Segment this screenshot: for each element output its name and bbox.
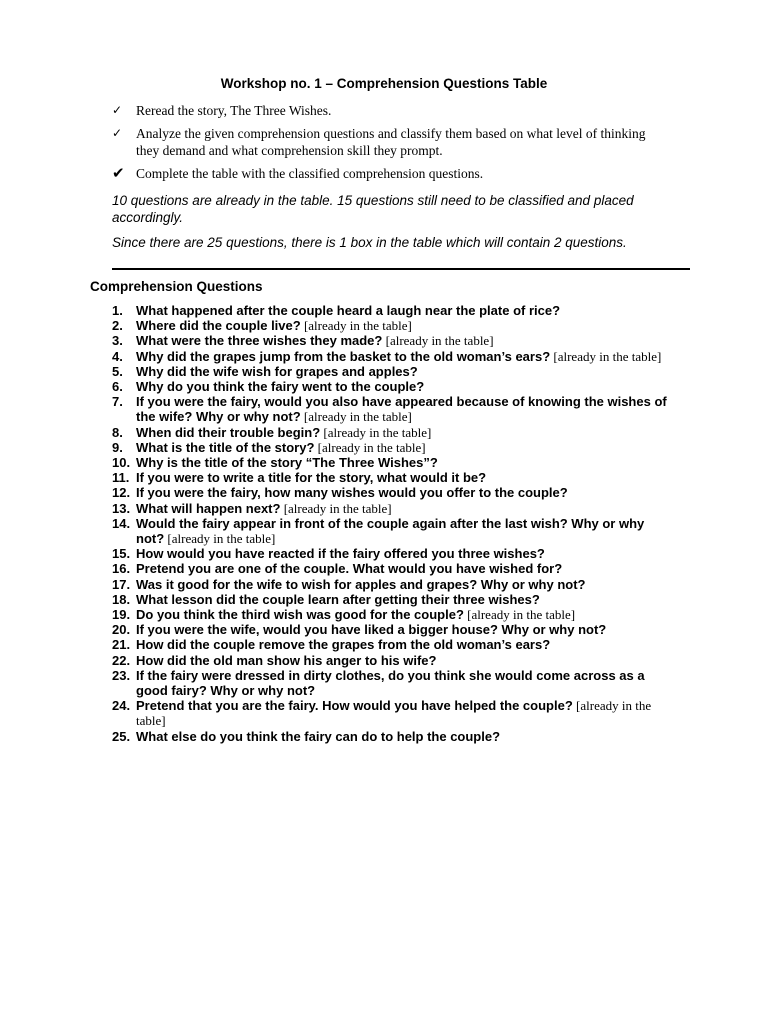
question-number: 21.: [112, 637, 131, 653]
checklist-text: Complete the table with the classified comprehension questions.: [136, 166, 484, 181]
question-body: [136, 485, 672, 500]
list-item: [112, 349, 672, 364]
question-text: How would you have reacted if the fairy offered you three wishes?: [136, 546, 545, 562]
list-item: [112, 607, 672, 622]
question-number: 23.: [112, 667, 131, 683]
question-body: [136, 592, 672, 607]
checklist-text: Reread the story, The Three Wishes.: [136, 103, 332, 118]
checklist-text: Analyze the given comprehension questions and classify them based on what level of thinking they demand and what comprehension skill they prompt.: [136, 126, 646, 158]
list-item: [112, 698, 672, 728]
question-number: 14.: [112, 515, 131, 531]
question-body: [136, 455, 672, 470]
question-number: 17.: [112, 576, 131, 592]
checkmark-icon: ✔: [112, 164, 125, 182]
question-text: Why is the title of the story “The Three Wishes”?: [136, 455, 438, 471]
list-item: [112, 379, 672, 394]
question-text: Pretend you are one of the couple. What would you have wished for?: [136, 561, 563, 577]
checklist-item: [112, 102, 672, 119]
question-body: [136, 653, 672, 668]
list-item: [112, 303, 672, 318]
question-text: What will happen next?: [136, 500, 281, 516]
question-number: 10.: [112, 455, 131, 471]
question-number: 22.: [112, 652, 131, 668]
question-number: 20.: [112, 622, 131, 638]
question-text: What else do you think the fairy can do to help the couple?: [136, 728, 501, 744]
question-body: [136, 607, 672, 622]
list-item: [112, 364, 672, 379]
question-text: Where did the couple live?: [136, 318, 301, 334]
instruction-checklist: [112, 102, 672, 188]
question-number: 5.: [112, 363, 123, 379]
question-text: What lesson did the couple learn after getting their three wishes?: [136, 591, 540, 607]
question-tag: [already in the table]: [550, 348, 662, 364]
list-item: [112, 653, 672, 668]
question-body: [136, 364, 672, 379]
question-body: [136, 318, 672, 333]
question-text: If the fairy were dressed in dirty clothes, do you think she would come across as a good fairy? Why or why not?: [136, 667, 645, 699]
question-body: [136, 622, 672, 637]
question-body: [136, 546, 672, 561]
question-text: How did the old man show his anger to his wife?: [136, 652, 437, 668]
question-number: 24.: [112, 698, 131, 714]
question-body: [136, 577, 672, 592]
question-body: [136, 440, 672, 455]
list-item: [112, 546, 672, 561]
question-text: What is the title of the story?: [136, 439, 315, 455]
question-number: 9.: [112, 439, 123, 455]
question-body: [136, 516, 672, 546]
page-title: Workshop no. 1 – Comprehension Questions Table: [220, 76, 548, 91]
checkmark-icon: ✓: [112, 103, 123, 117]
checkmark-icon: ✓: [112, 126, 123, 140]
list-item: [112, 668, 672, 698]
question-text: Do you think the third wish was good for the couple?: [136, 607, 464, 623]
question-text: Why did the wife wish for grapes and apples?: [136, 363, 418, 379]
list-item: [112, 318, 672, 333]
question-number: 25.: [112, 728, 131, 744]
question-number: 19.: [112, 607, 131, 623]
checklist-item: [112, 125, 672, 159]
question-number: 2.: [112, 318, 123, 334]
question-tag: [already in the table]: [280, 500, 392, 516]
question-text: If you were the fairy, how many wishes would you offer to the couple?: [136, 485, 568, 501]
list-item: [112, 516, 672, 546]
question-tag: [already in the table]: [382, 333, 494, 349]
list-item: [112, 394, 672, 424]
question-body: [136, 333, 672, 348]
question-number: 12.: [112, 485, 131, 501]
question-body: [136, 394, 672, 424]
question-tag: [already in the table]: [136, 698, 652, 729]
list-item: [112, 637, 672, 652]
question-body: [136, 349, 672, 364]
question-list: [112, 303, 672, 744]
list-item: [112, 440, 672, 455]
question-number: 6.: [112, 379, 123, 395]
question-body: [136, 729, 672, 744]
question-text: Pretend that you are the fairy. How would you have helped the couple?: [136, 698, 573, 714]
instruction-notes: [112, 192, 682, 259]
list-item: [112, 561, 672, 576]
question-text: What were the three wishes they made?: [136, 333, 383, 349]
note-text: Since there are 25 questions, there is 1 box in the table which will contain 2 questions.: [112, 235, 627, 250]
question-body: [136, 425, 672, 440]
question-tag: [already in the table]: [300, 318, 412, 334]
question-text: When did their trouble begin?: [136, 424, 321, 440]
list-item: [112, 592, 672, 607]
list-item: [112, 455, 672, 470]
note-text: 10 questions are already in the table. 15 questions still need to be classified and placed accordingly.: [112, 193, 634, 225]
list-item: [112, 729, 672, 744]
question-body: [136, 379, 672, 394]
question-number: 8.: [112, 424, 123, 440]
list-item: [112, 470, 672, 485]
question-body: [136, 501, 672, 516]
list-item: [112, 501, 672, 516]
question-text: If you were to write a title for the story, what would it be?: [136, 470, 487, 486]
section-heading: Comprehension Questions: [90, 279, 263, 294]
question-tag: [already in the table]: [164, 531, 276, 547]
question-text: If you were the fairy, would you also have appeared because of knowing the wishes of the wife? Why or why not?: [136, 394, 667, 425]
question-text: What happened after the couple heard a laugh near the plate of rice?: [136, 303, 561, 318]
question-text: Why do you think the fairy went to the couple?: [136, 379, 425, 395]
question-number: 13.: [112, 500, 131, 516]
question-number: 15.: [112, 546, 131, 562]
list-item: [112, 333, 672, 348]
question-text: Would the fairy appear in front of the couple again after the last wish? Why or why not?: [136, 515, 645, 547]
checklist-item: [112, 165, 672, 182]
question-number: 1.: [112, 303, 123, 318]
question-number: 11.: [112, 470, 130, 486]
question-body: [136, 698, 672, 728]
question-tag: [already in the table]: [300, 409, 412, 425]
list-item: [112, 577, 672, 592]
question-tag: [already in the table]: [463, 607, 576, 623]
question-tag: [already in the table]: [314, 439, 426, 455]
list-item: [112, 622, 672, 637]
question-tag: [already in the table]: [320, 424, 432, 440]
divider: [112, 268, 690, 270]
question-number: 18.: [112, 591, 131, 607]
question-text: Why did the grapes jump from the basket to the old woman’s ears?: [136, 348, 551, 364]
question-body: [136, 668, 672, 698]
question-number: 16.: [112, 561, 131, 577]
question-number: 7.: [112, 394, 123, 410]
list-item: [112, 485, 672, 500]
question-body: [136, 470, 672, 485]
list-item: [112, 425, 672, 440]
question-body: [136, 637, 672, 652]
question-number: 3.: [112, 333, 123, 349]
question-text: If you were the wife, would you have liked a bigger house? Why or why not?: [136, 622, 607, 638]
question-body: [136, 303, 672, 318]
question-text: Was it good for the wife to wish for apples and grapes? Why or why not?: [136, 576, 586, 592]
question-body: [136, 561, 672, 576]
question-text: How did the couple remove the grapes from the old woman’s ears?: [136, 637, 551, 653]
question-number: 4.: [112, 348, 123, 364]
